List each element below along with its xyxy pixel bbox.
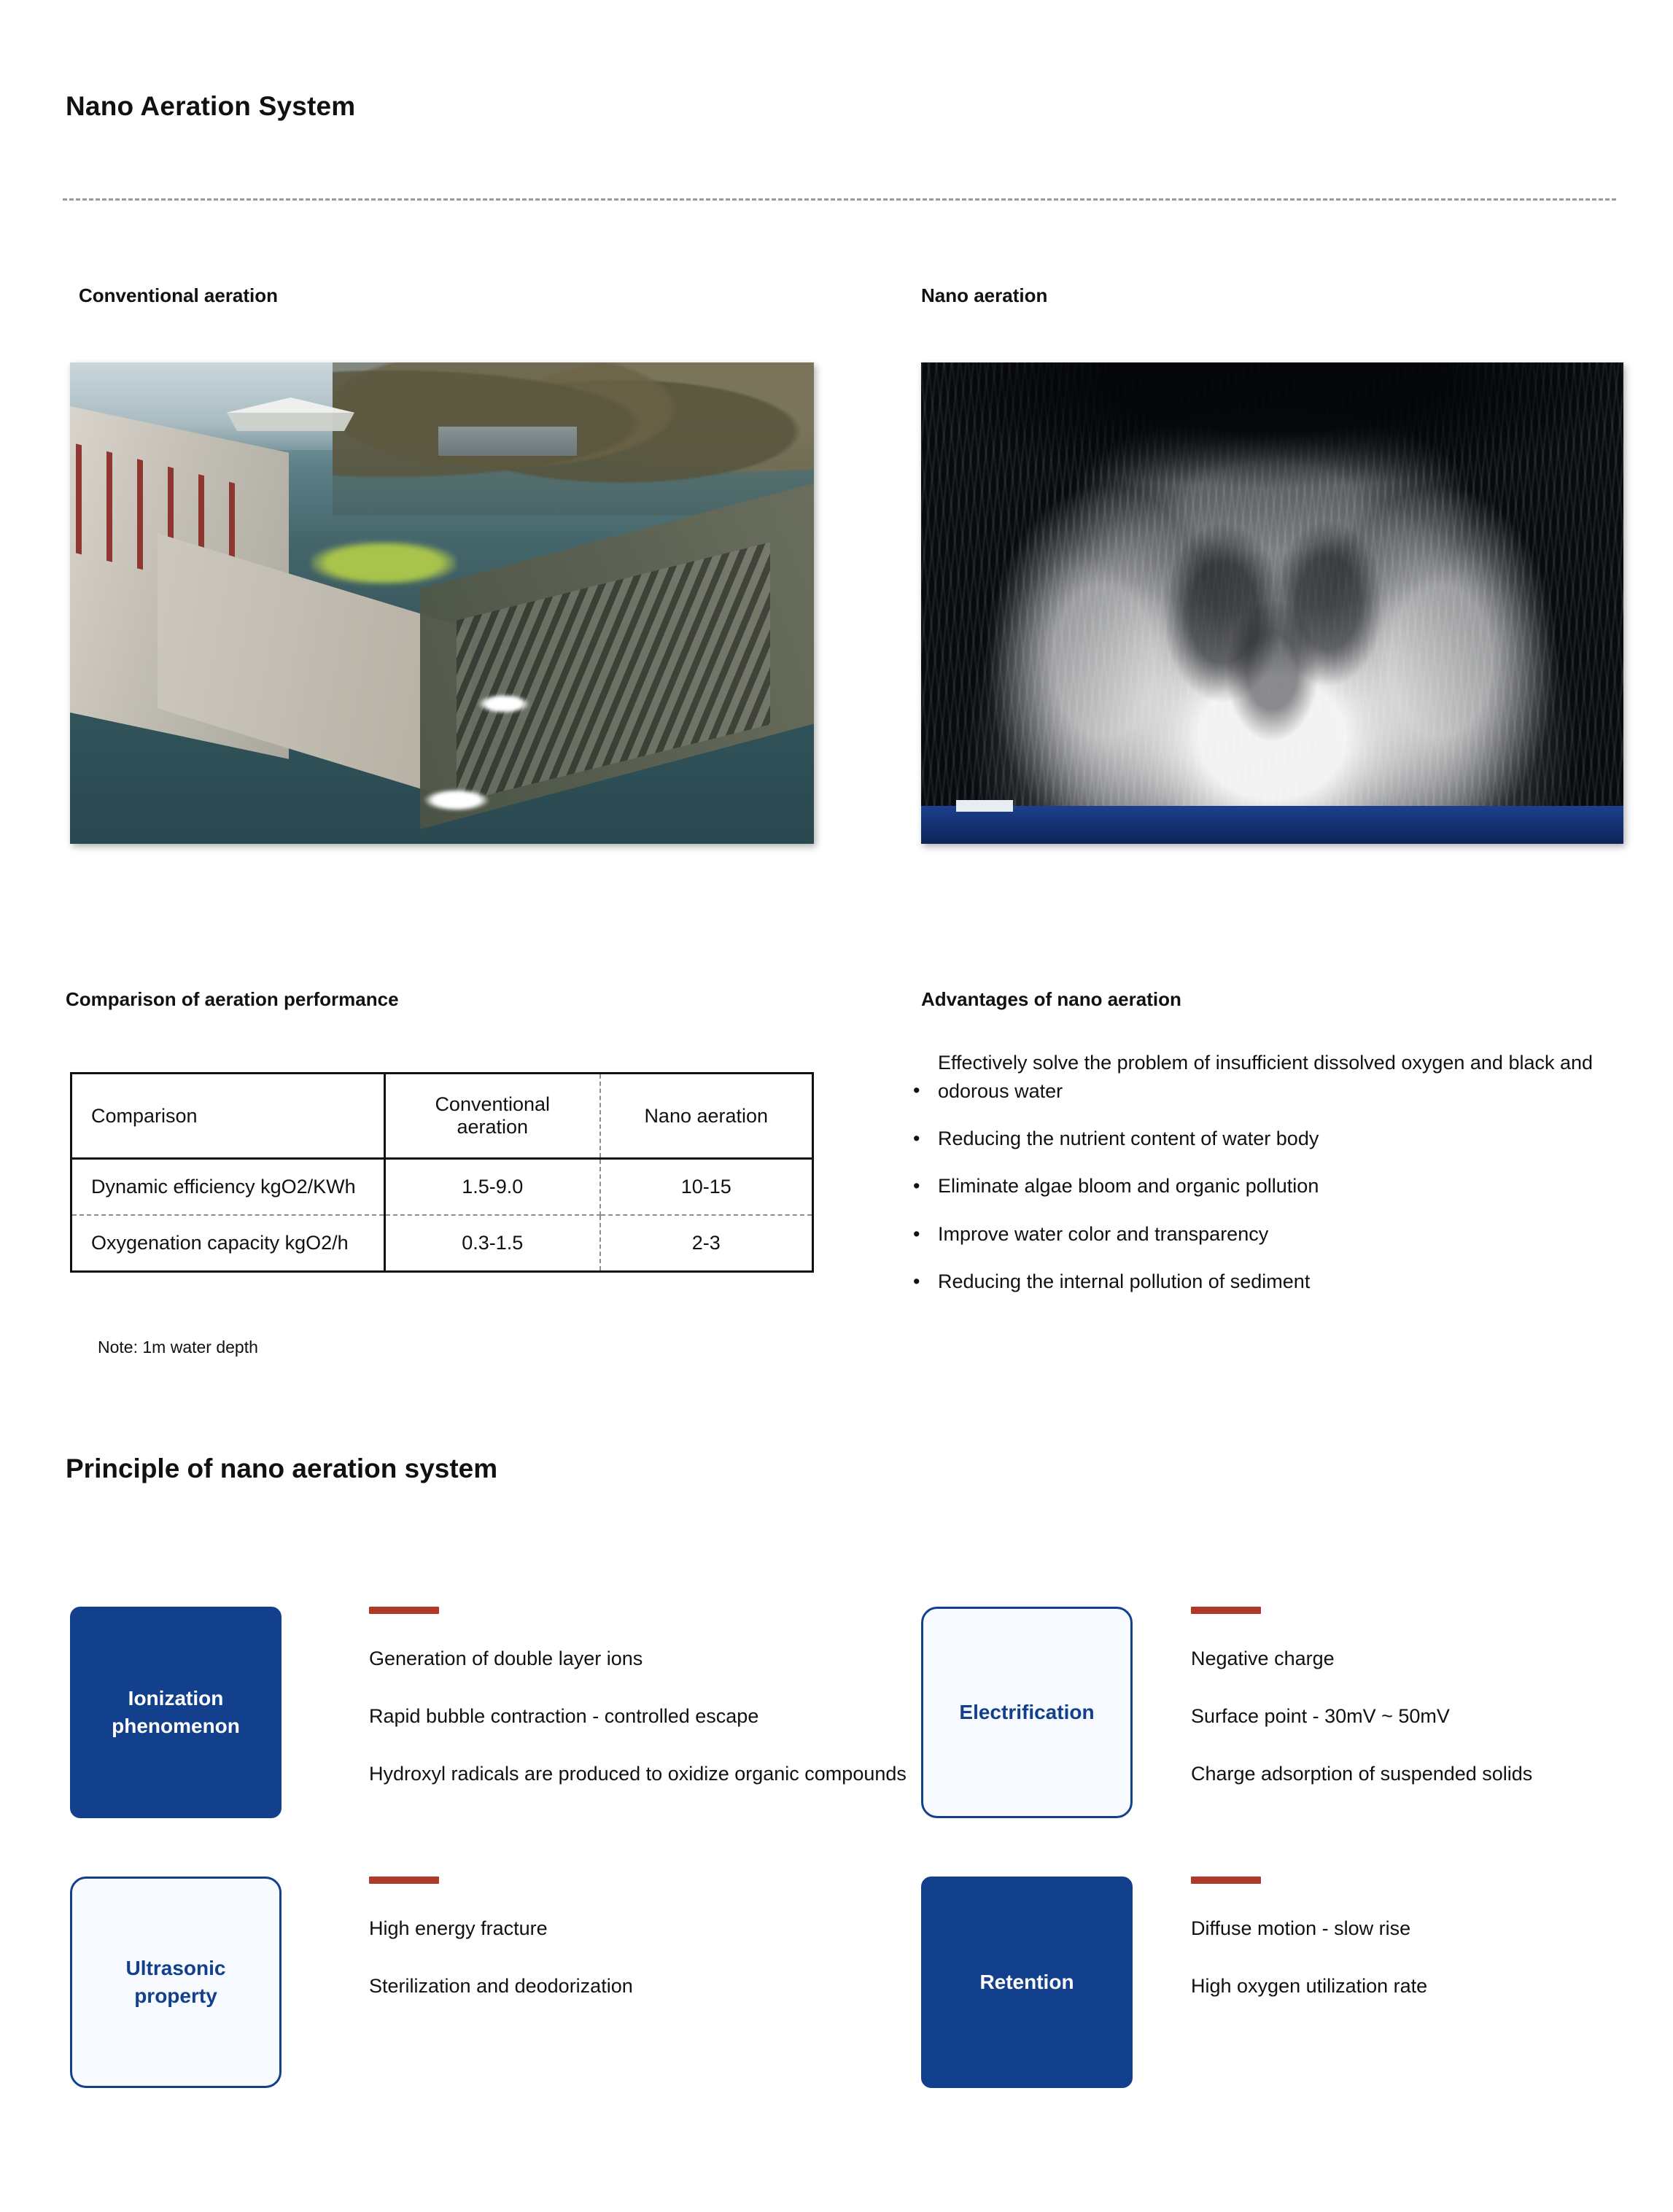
principle-line: Sterilization and deodorization [369,1975,633,1998]
nano-aeration-label: Nano aeration [921,284,1048,306]
principle-badge-ultrasonic: Ultrasonic property [70,1877,282,2088]
comparison-heading: Comparison of aeration performance [66,988,399,1010]
principle-line: Diffuse motion - slow rise [1191,1917,1411,1939]
dash-marker-icon [1191,1607,1261,1614]
list-item-label: Improve water color and transparency [938,1222,1269,1245]
principle-line: Surface point - 30mV ~ 50mV [1191,1705,1450,1728]
principle-text-ultrasonic [369,1877,923,2000]
principle-block-retention [921,1877,1428,2088]
list-item [913,1220,1664,1249]
row-label-oxygenation-capacity: Oxygenation capacity kgO2/h [71,1215,385,1272]
list-item-label: Eliminate algae bloom and organic pollution [938,1175,1319,1198]
photo-mist-shadow [921,362,1623,844]
dash-marker-icon [369,1877,439,1884]
nano-aeration-photo [921,362,1623,844]
advantages-list [913,1049,1664,1315]
advantages-heading: Advantages of nano aeration [921,988,1181,1010]
principle-block-ionization [70,1607,907,1818]
conventional-aeration-photo [70,362,814,844]
principle-line: Rapid bubble contraction - controlled escape [369,1705,759,1728]
principle-line: Charge adsorption of suspended solids [1191,1763,1533,1785]
principle-text-retention [1191,1877,1673,2000]
bullet-icon: • [913,1128,920,1150]
dash-marker-icon [369,1607,439,1614]
bullet-icon: • [913,1079,920,1101]
bullet-icon: • [913,1175,920,1198]
principle-badge-electrification: Electrification [921,1607,1133,1818]
principle-line: High oxygen utilization rate [1191,1975,1428,1998]
principle-line: Negative charge [1191,1648,1335,1669]
header-divider [63,198,1616,201]
photo-tank-base [921,806,1623,844]
comparison-table [70,1072,814,1273]
row-value-dynamic-conventional: 1.5-9.0 [385,1159,600,1216]
conventional-aeration-label: Conventional aeration [79,284,279,306]
photo-base-highlight [956,800,1013,812]
list-item-label: Reducing the nutrient content of water body [938,1128,1319,1150]
principle-line: Hydroxyl radicals are produced to oxidize organic compounds [369,1763,907,1785]
photo-algae-patch [311,541,457,585]
table-header-nano: Nano aeration [644,1104,769,1127]
principle-badge-retention: Retention [921,1877,1133,2088]
list-item [913,1268,1664,1296]
dash-marker-icon [1191,1877,1261,1884]
principle-block-electrification [921,1607,1533,1818]
bullet-icon: • [913,1222,920,1245]
bullet-icon: • [913,1270,920,1292]
principle-line: Generation of double layer ions [369,1648,643,1669]
table-note: Note: 1m water depth [98,1338,258,1357]
list-item [913,1049,1664,1106]
principle-line: High energy fracture [369,1917,548,1939]
photo-foam-a [478,694,529,713]
row-value-oxygenation-conventional: 0.3-1.5 [385,1215,600,1272]
page-title: Nano Aeration System [66,91,356,121]
principle-block-ultrasonic [70,1877,633,2088]
principle-section-title: Principle of nano aeration system [66,1454,498,1483]
table-header-row [71,1074,813,1159]
list-item [913,1125,1664,1153]
comparison-table-wrapper [70,1072,814,1273]
table-row [71,1159,813,1216]
principle-text-ionization [369,1607,923,1788]
table-header-comparison: Comparison [71,1074,385,1159]
row-value-oxygenation-nano: 2-3 [691,1232,721,1254]
row-label-dynamic-efficiency: Dynamic efficiency kgO2/KWh [71,1159,385,1216]
list-item-label: Effectively solve the problem of insufficient dissolved oxygen and black and odorous water [938,1052,1594,1103]
principle-text-electrification [1191,1607,1673,1788]
photo-bridge [438,427,577,456]
photo-foam-b [424,789,489,811]
table-row [71,1215,813,1272]
principle-badge-ionization: Ionization phenomenon [70,1607,282,1818]
list-item-label: Reducing the internal pollution of sediment [938,1270,1311,1292]
row-value-dynamic-nano: 10-15 [600,1159,813,1216]
table-header-conventional: Conventional aeration [385,1074,600,1159]
list-item [913,1172,1664,1200]
